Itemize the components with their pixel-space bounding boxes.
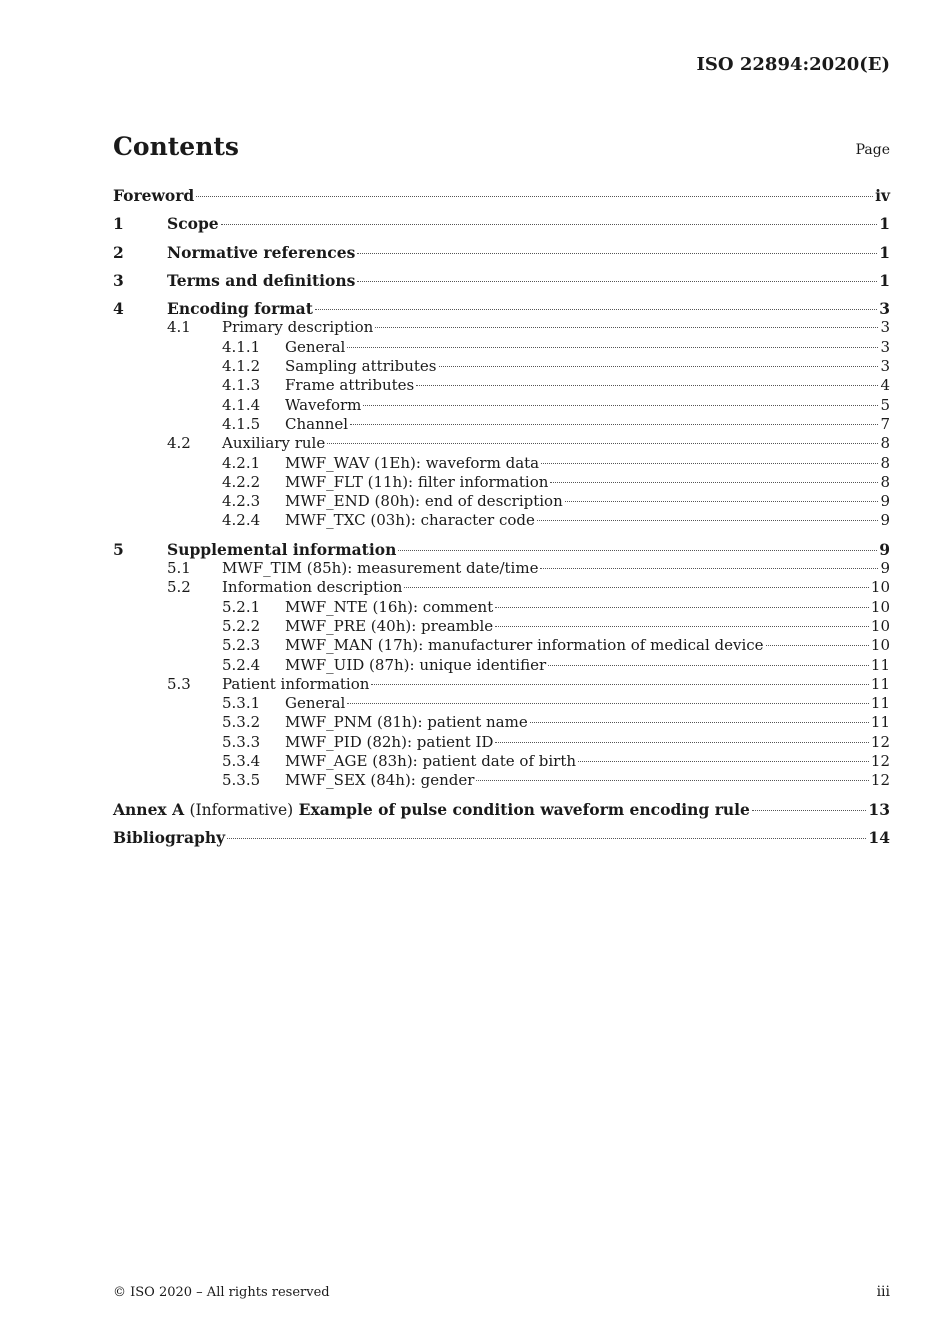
toc-entry[interactable] xyxy=(113,473,890,492)
toc-entry-number: 5.3.5 xyxy=(222,771,261,790)
toc-entry-title: General xyxy=(285,694,346,713)
toc-page-number: 1 xyxy=(879,242,890,262)
toc-entry-title: Foreword xyxy=(113,186,195,205)
toc-entry-title: Auxiliary rule xyxy=(222,434,326,453)
dot-leader xyxy=(221,224,878,225)
dot-leader xyxy=(550,482,878,483)
toc-entry[interactable] xyxy=(113,376,890,395)
dot-leader xyxy=(495,607,869,608)
dot-leader xyxy=(227,838,866,839)
toc-entry-title: General xyxy=(285,337,346,356)
footer-page-number: iii xyxy=(876,1284,890,1300)
toc-page-number: 5 xyxy=(880,395,890,414)
toc-entry[interactable] xyxy=(113,271,890,290)
toc-entry-title: MWF_END (80h): end of description xyxy=(285,492,563,511)
toc-entry-number: 4.2 xyxy=(167,434,191,453)
toc-entry[interactable] xyxy=(113,454,890,473)
toc-entry[interactable] xyxy=(113,694,890,713)
toc-page-number: 13 xyxy=(868,799,890,819)
toc-entry-number: 4.2.2 xyxy=(222,472,261,491)
toc-entry-title: Waveform xyxy=(285,395,362,414)
toc-entry-number: 5.2.1 xyxy=(222,597,261,616)
toc-entry[interactable] xyxy=(113,186,890,205)
toc-page-number: iv xyxy=(875,186,890,205)
table-of-contents xyxy=(113,186,890,847)
toc-entry-title: Bibliography xyxy=(113,827,226,847)
toc-entry[interactable] xyxy=(113,578,890,597)
toc-entry-title: Terms and definitions xyxy=(167,270,356,290)
toc-page-number: 8 xyxy=(880,453,890,472)
toc-entry[interactable] xyxy=(113,656,890,675)
toc-entry-title: MWF_UID (87h): unique identifier xyxy=(285,655,547,674)
toc-entry-title: Supplemental information xyxy=(167,539,397,559)
dot-leader xyxy=(196,196,873,197)
toc-page-number: 4 xyxy=(880,376,890,395)
toc-page-number: 12 xyxy=(870,771,890,790)
toc-entry-number: 5.3.3 xyxy=(222,732,261,751)
toc-entry-title: Sampling attributes xyxy=(285,357,437,376)
toc-page-number: 3 xyxy=(880,357,890,376)
toc-entry-number: 2 xyxy=(113,242,124,262)
toc-entry-title: Channel xyxy=(285,414,349,433)
dot-leader xyxy=(357,281,877,282)
toc-page-number: 10 xyxy=(870,578,890,597)
toc-page-number: 9 xyxy=(880,511,890,530)
toc-page-number: 7 xyxy=(880,414,890,433)
toc-page-number: 3 xyxy=(880,337,890,356)
dot-leader xyxy=(371,684,868,685)
toc-entry[interactable] xyxy=(113,617,890,636)
toc-page-number: 10 xyxy=(870,636,890,655)
toc-page-number: 8 xyxy=(880,434,890,453)
toc-entry[interactable] xyxy=(113,771,890,790)
toc-entry-number: 4 xyxy=(113,299,124,319)
toc-entry-title: MWF_FLT (11h): filter information xyxy=(285,472,549,491)
toc-entry-title: MWF_TIM (85h): measurement date/time xyxy=(222,559,539,578)
toc-page-number: 10 xyxy=(870,616,890,635)
toc-page-number: 1 xyxy=(879,270,890,290)
toc-entry-title: Primary description xyxy=(222,318,374,337)
toc-entry-number: 5.3.4 xyxy=(222,752,261,771)
dot-leader xyxy=(476,780,868,781)
toc-entry[interactable] xyxy=(113,511,890,530)
toc-page-number: 3 xyxy=(879,299,890,319)
toc-entry-number: 4.1.4 xyxy=(222,395,261,414)
toc-entry-bibliography[interactable] xyxy=(113,828,890,847)
toc-entry-annex-a[interactable] xyxy=(113,800,890,819)
toc-entry-number: 4.1.2 xyxy=(222,357,261,376)
toc-page-number: 11 xyxy=(870,655,890,674)
toc-entry[interactable] xyxy=(113,214,890,233)
toc-entry-number: 5.2 xyxy=(167,578,191,597)
toc-entry-title: MWF_TXC (03h): character code xyxy=(285,511,535,530)
dot-leader xyxy=(347,703,869,704)
toc-entry-title: MWF_PNM (81h): patient name xyxy=(285,713,528,732)
dot-leader xyxy=(565,501,879,502)
toc-entry[interactable] xyxy=(113,598,890,617)
toc-entry-title: Information description xyxy=(222,578,403,597)
dot-leader xyxy=(578,761,869,762)
page-column-label: Page xyxy=(855,142,890,158)
dot-leader xyxy=(327,443,878,444)
toc-entry-number: 5.2.3 xyxy=(222,636,261,655)
toc-entry-title: MWF_MAN (17h): manufacturer information of medical device xyxy=(285,636,764,655)
toc-page-number: 3 xyxy=(880,318,890,337)
toc-entry[interactable] xyxy=(113,396,890,415)
toc-entry[interactable] xyxy=(113,243,890,262)
toc-entry-number: 5.3.1 xyxy=(222,694,261,713)
toc-entry[interactable] xyxy=(113,318,890,337)
toc-entry-number: 5.2.2 xyxy=(222,616,261,635)
dot-leader xyxy=(416,385,878,386)
dot-leader xyxy=(541,463,878,464)
toc-entry[interactable] xyxy=(113,636,890,655)
toc-page-number: 9 xyxy=(880,492,890,511)
toc-entry[interactable] xyxy=(113,675,890,694)
dot-leader xyxy=(398,550,877,551)
toc-entry-number: 1 xyxy=(113,214,124,234)
toc-entry-title: Frame attributes xyxy=(285,376,415,395)
toc-entry-title: Encoding format xyxy=(167,299,313,319)
toc-page-number: 10 xyxy=(870,597,890,616)
toc-entry-number: 5.3.2 xyxy=(222,713,261,732)
toc-entry[interactable] xyxy=(113,559,890,578)
toc-page-number: 12 xyxy=(870,732,890,751)
dot-leader xyxy=(350,424,878,425)
toc-page-number: 11 xyxy=(870,713,890,732)
toc-entry-number: 4.1.3 xyxy=(222,376,261,395)
toc-entry-number: 4.1.1 xyxy=(222,337,261,356)
footer-copyright: © ISO 2020 – All rights reserved xyxy=(113,1285,330,1300)
toc-page-number: 12 xyxy=(870,752,890,771)
toc-entry-number: 5 xyxy=(113,539,124,559)
toc-entry[interactable] xyxy=(113,752,890,771)
toc-entry-title: MWF_PRE (40h): preamble xyxy=(285,616,494,635)
dot-leader xyxy=(540,568,878,569)
toc-entry[interactable] xyxy=(113,338,890,357)
toc-entry[interactable] xyxy=(113,733,890,752)
toc-page-number: 11 xyxy=(870,674,890,693)
dot-leader xyxy=(752,810,867,811)
toc-entry-number: 4.1.5 xyxy=(222,414,261,433)
dot-leader xyxy=(439,366,879,367)
document-id: ISO 22894:2020(E) xyxy=(696,54,890,75)
toc-entry-title: MWF_AGE (83h): patient date of birth xyxy=(285,752,577,771)
dot-leader xyxy=(363,405,878,406)
dot-leader xyxy=(766,645,869,646)
toc-page-number: 11 xyxy=(870,694,890,713)
toc-entry-title: MWF_NTE (16h): comment xyxy=(285,597,494,616)
toc-entry[interactable] xyxy=(113,357,890,376)
dot-leader xyxy=(548,665,869,666)
dot-leader xyxy=(315,309,877,310)
toc-entry-number: 5.2.4 xyxy=(222,655,261,674)
toc-page-number: 1 xyxy=(879,214,890,234)
toc-entry-title: Patient information xyxy=(222,674,370,693)
toc-entry[interactable] xyxy=(113,492,890,511)
toc-page-number: 14 xyxy=(868,827,890,847)
dot-leader xyxy=(537,520,879,521)
toc-entry-number: 4.2.3 xyxy=(222,492,261,511)
dot-leader xyxy=(495,626,869,627)
annex-label: Annex A xyxy=(113,799,185,819)
dot-leader xyxy=(357,253,877,254)
toc-entry[interactable] xyxy=(113,713,890,732)
toc-entry-title: Scope xyxy=(167,214,219,234)
toc-page-number: 8 xyxy=(880,472,890,491)
toc-entry-number: 3 xyxy=(113,270,124,290)
toc-entry[interactable] xyxy=(113,415,890,434)
dot-leader xyxy=(375,327,878,328)
toc-entry-number: 5.3 xyxy=(167,674,191,693)
dot-leader xyxy=(495,742,868,743)
toc-entry[interactable] xyxy=(113,299,890,318)
annex-title: Example of pulse condition waveform encoding rule xyxy=(298,799,750,819)
toc-page-number: 9 xyxy=(879,539,890,559)
toc-entry-title: Normative references xyxy=(167,242,356,262)
toc-entry-number: 4.2.4 xyxy=(222,511,261,530)
dot-leader xyxy=(347,347,878,348)
toc-entry-number: 4.2.1 xyxy=(222,453,261,472)
annex-qualifier: (Informative) xyxy=(189,800,294,819)
toc-entry[interactable] xyxy=(113,434,890,453)
contents-title: Contents xyxy=(113,132,240,161)
toc-entry-number: 5.1 xyxy=(167,559,191,578)
toc-entry-title: MWF_SEX (84h): gender xyxy=(285,771,475,790)
toc-entry[interactable] xyxy=(113,540,890,559)
toc-entry-number: 4.1 xyxy=(167,318,191,337)
toc-entry-title: MWF_PID (82h): patient ID xyxy=(285,732,494,751)
dot-leader xyxy=(404,587,868,588)
toc-page-number: 9 xyxy=(880,559,890,578)
toc-entry-title: MWF_WAV (1Eh): waveform data xyxy=(285,453,540,472)
dot-leader xyxy=(530,722,869,723)
